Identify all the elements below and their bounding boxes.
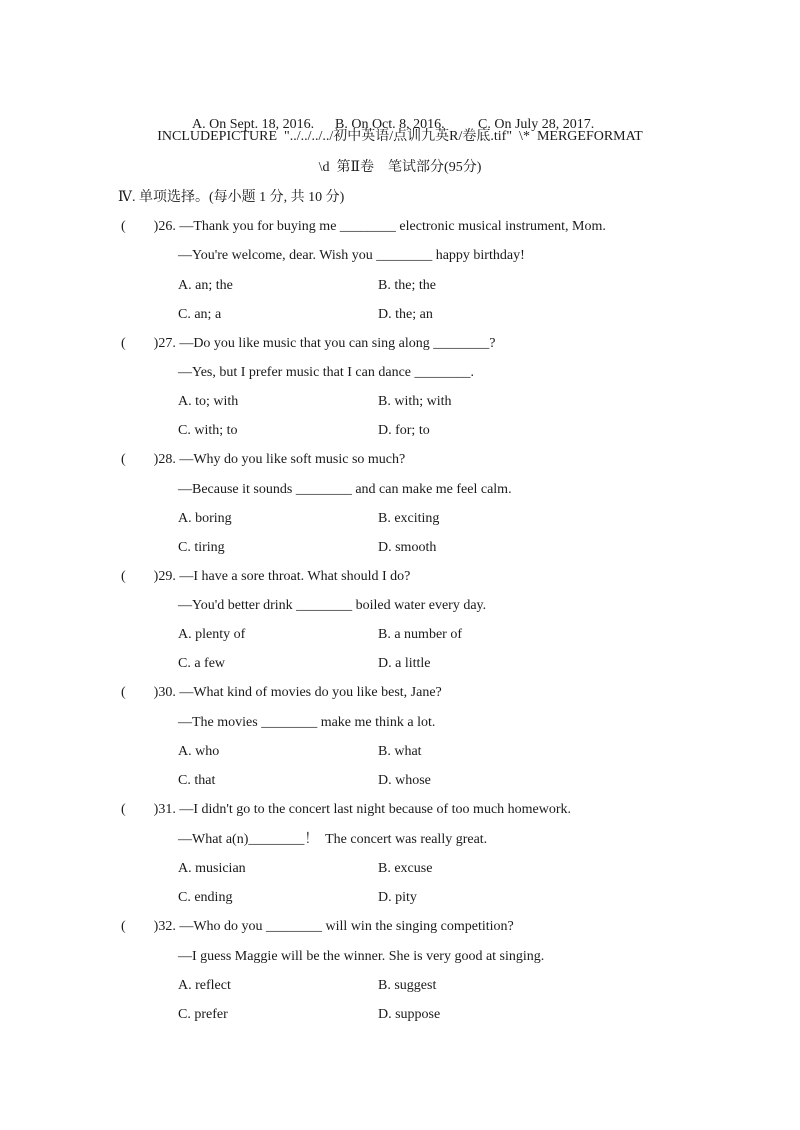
question-26-option-d: D. the; an [378, 307, 433, 322]
question-27-option-c: C. with; to [178, 423, 238, 438]
question-27-option-a: A. to; with [178, 394, 239, 409]
question-29-reply: —You'd better drink ________ boiled water every day. [178, 598, 487, 613]
question-31-option-d: D. pity [378, 890, 417, 905]
question-30-reply: —The movies ________ make me think a lot. [178, 715, 436, 730]
question-26-option-c: C. an; a [178, 307, 222, 322]
question-27-reply: —Yes, but I prefer music that I can dance ________. [178, 365, 475, 380]
question-31-option-a: A. musician [178, 861, 246, 876]
include-picture-field: INCLUDEPICTURE "../../../../初中英语/点训九英R/卷底.tif" \* MERGEFORMAT [157, 129, 643, 144]
question-32-stem: ( )32. —Who do you ________ will win the singing competition? [121, 919, 514, 934]
question-27-option-b: B. with; with [378, 394, 452, 409]
question-28-stem: ( )28. —Why do you like soft music so much? [121, 452, 406, 467]
question-27-option-d: D. for; to [378, 423, 430, 438]
question-29-stem: ( )29. —I have a sore throat. What should I do? [121, 569, 411, 584]
question-28-option-b: B. exciting [378, 511, 440, 526]
question-26-reply: —You're welcome, dear. Wish you ________ happy birthday! [178, 248, 525, 263]
question-29-option-b: B. a number of [378, 627, 462, 642]
question-32-option-a: A. reflect [178, 978, 231, 993]
question-32-reply: —I guess Maggie will be the winner. She is very good at singing. [178, 949, 545, 964]
question-28-option-d: D. smooth [378, 540, 437, 555]
question-31-option-c: C. ending [178, 890, 233, 905]
question-31-stem: ( )31. —I didn't go to the concert last night because of too much homework. [121, 802, 572, 817]
question-31-option-b: B. excuse [378, 861, 433, 876]
volume-heading: \d 第Ⅱ卷 笔试部分(95分) [318, 160, 482, 175]
question-29-option-a: A. plenty of [178, 627, 246, 642]
question-32-option-c: C. prefer [178, 1007, 228, 1022]
option-b: B. On Oct. 8, 2016. [335, 117, 445, 132]
question-28-option-c: C. tiring [178, 540, 225, 555]
question-26-option-b: B. the; the [378, 278, 436, 293]
option-c: C. On July 28, 2017. [478, 117, 595, 132]
question-26-stem: ( )26. —Thank you for buying me ________ electronic musical instrument, Mom. [121, 219, 606, 234]
question-29-option-d: D. a little [378, 656, 431, 671]
question-31-reply: —What a(n)________！ The concert was really great. [178, 832, 488, 847]
question-29-option-c: C. a few [178, 656, 226, 671]
question-28-option-a: A. boring [178, 511, 232, 526]
question-30-option-a: A. who [178, 744, 220, 759]
question-30-stem: ( )30. —What kind of movies do you like best, Jane? [121, 685, 442, 700]
question-30-option-c: C. that [178, 773, 216, 788]
question-27-stem: ( )27. —Do you like music that you can sing along ________? [121, 336, 496, 351]
question-30-option-d: D. whose [378, 773, 431, 788]
question-28-reply: —Because it sounds ________ and can make me feel calm. [178, 482, 512, 497]
question-32-option-d: D. suppose [378, 1007, 441, 1022]
option-a: A. On Sept. 18, 2016. [192, 117, 315, 132]
section-heading: Ⅳ. 单项选择。(每小题 1 分, 共 10 分) [118, 190, 345, 205]
question-26-option-a: A. an; the [178, 278, 233, 293]
question-32-option-b: B. suggest [378, 978, 437, 993]
question-30-option-b: B. what [378, 744, 422, 759]
